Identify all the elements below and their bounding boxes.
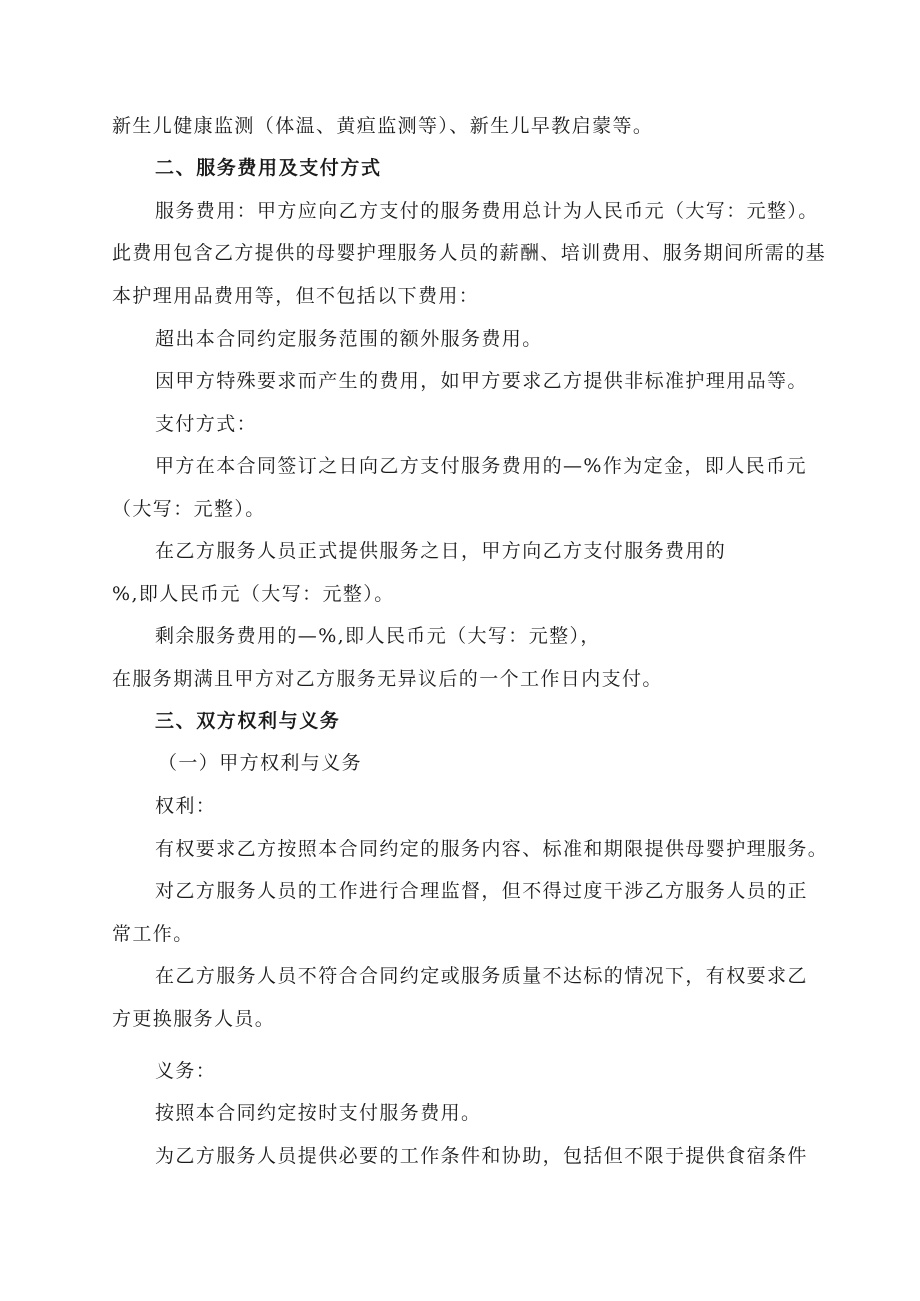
body-text-line: 常工作。 (112, 923, 194, 945)
body-text-line: 超出本合同约定服务范围的额外服务费用。 (155, 328, 543, 350)
body-text-line: 剩余服务费用的—%,即人民币元（大写：元整）， (155, 625, 601, 647)
body-text-line: 权利： (155, 795, 217, 817)
body-text-line: 支付方式： (155, 413, 258, 435)
section-heading: 二、服务费用及支付方式 (155, 157, 382, 179)
body-text-line: 新生儿健康监测（体温、黄疸监测等）、新生儿早教启蒙等。 (112, 115, 654, 137)
body-text-line: 本护理用品费用等，但不包括以下费用： (112, 285, 480, 307)
body-text-line: 有权要求乙方按照本合同约定的服务内容、标准和期限提供母婴护理服务。 (155, 838, 829, 860)
body-text-line: 在乙方服务人员正式提供服务之日，甲方向乙方支付服务费用的 (155, 540, 727, 562)
body-text-line: 义务： (155, 1060, 217, 1082)
body-text-line: 此费用包含乙方提供的母婴护理服务人员的薪酬、培训费用、服务期间所需的基 (112, 242, 827, 264)
body-text-line: 服务费用：甲方应向乙方支付的服务费用总计为人民币元（大写：元整）。 (155, 200, 819, 222)
body-text-line: （大写：元整）。 (112, 498, 266, 520)
body-text-line: 按照本合同约定按时支付服务费用。 (155, 1102, 482, 1124)
body-text-line: 在服务期满且甲方对乙方服务无异议后的一个工作日内支付。 (112, 668, 663, 690)
subsection-heading: （一）甲方权利与义务 (158, 752, 363, 774)
body-text-line: 因甲方特殊要求而产生的费用，如甲方要求乙方提供非标准护理用品等。 (155, 370, 808, 392)
body-text-line: 甲方在本合同签订之日向乙方支付服务费用的—%作为定金，即人民币元 (155, 455, 807, 477)
body-text-line: %,即人民币元（大写：元整）。 (112, 583, 395, 605)
body-text-line: 为乙方服务人员提供必要的工作条件和协助，包括但不限于提供食宿条件 (155, 1145, 808, 1167)
body-text-line: 方更换服务人员。 (112, 1008, 276, 1030)
section-heading: 三、双方权利与义务 (155, 710, 341, 732)
body-text-line: 在乙方服务人员不符合合同约定或服务质量不达标的情况下，有权要求乙 (155, 965, 808, 987)
body-text-line: 对乙方服务人员的工作进行合理监督，但不得过度干涉乙方服务人员的正 (155, 880, 808, 902)
